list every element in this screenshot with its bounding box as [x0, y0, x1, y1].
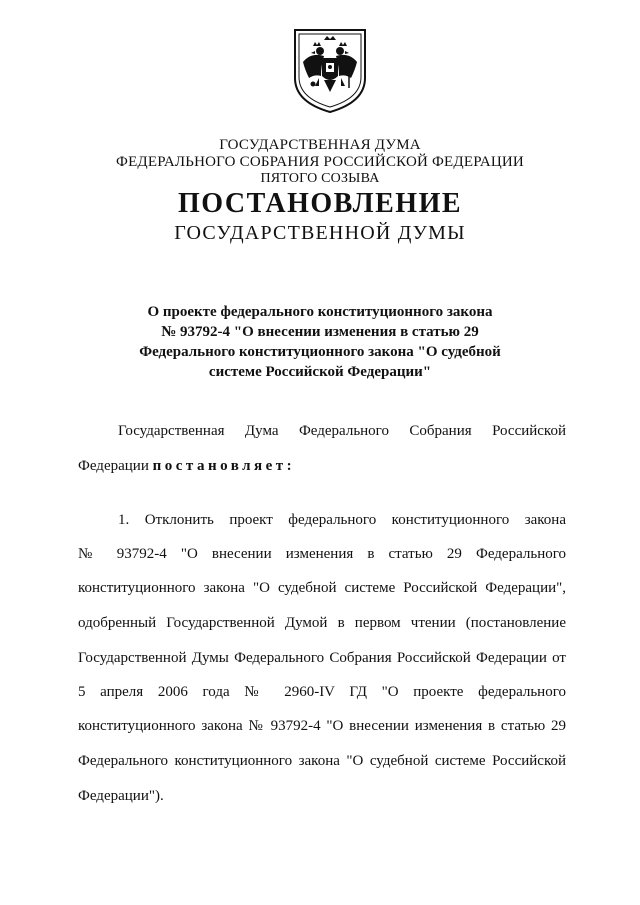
coat-of-arms-icon: [291, 26, 369, 114]
subject-line: № 93792-4 "О внесении изменения в статью 29: [161, 324, 479, 340]
header-line-2: ФЕДЕРАЛЬНОГО СОБРАНИЯ РОССИЙСКОЙ ФЕДЕРАЦИИ: [116, 154, 524, 170]
body-line: конституционного закона № 93792-4 "О внесении изменения в статью 29: [78, 718, 566, 734]
body-line: конституционного закона "О судебной системе Российской Федерации",: [78, 580, 566, 596]
document-title: ПОСТАНОВЛЕНИЕ: [177, 188, 463, 219]
document-subject: [0, 302, 640, 382]
body-line: Государственной Думы Федерального Собрания Российской Федерации от: [78, 650, 566, 666]
subject-line: системе Российской Федерации": [208, 364, 432, 380]
header-line-1: ГОСУДАРСТВЕННАЯ ДУМА: [219, 137, 421, 153]
subject-line: О проекте федерального конституционного закона: [147, 304, 493, 320]
body-line: 5 апреля 2006 года № 2960-IV ГД "О проекте федерального: [78, 684, 566, 700]
document-subtitle: ГОСУДАРСТВЕННОЙ ДУМЫ: [174, 222, 466, 244]
body-line: № 93792-4 "О внесении изменения в статью 29 Федерального: [78, 546, 566, 562]
body-line: 1. Отклонить проект федерального конституционного закона: [118, 512, 566, 528]
body-line: Федерального конституционного закона "О судебной системе Российской: [78, 753, 566, 769]
header-line-3: ПЯТОГО СОЗЫВА: [260, 171, 380, 186]
body-line: одобренный Государственной Думой в первом чтении (постановление: [78, 615, 566, 631]
preamble-start: Федерации: [78, 458, 153, 474]
preamble-line-2: [78, 458, 566, 475]
body-line: Федерации").: [78, 788, 164, 804]
subject-line: Федерального конституционного закона "О судебной: [139, 344, 501, 360]
preamble-line-1: Государственная Дума Федерального Собрания Российской: [118, 423, 566, 439]
preamble-decree: постановляет:: [152, 458, 296, 474]
